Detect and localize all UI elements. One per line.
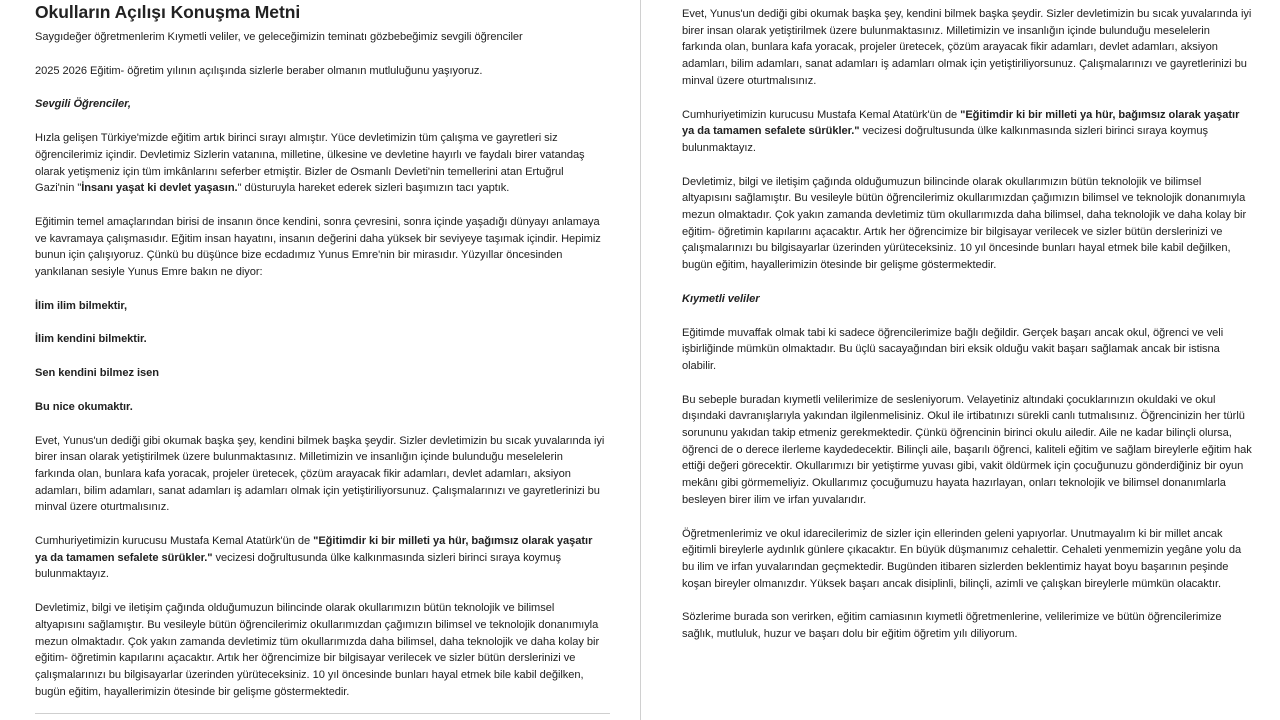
education-paragraph <box>35 130 605 197</box>
technology-paragraph-repeat: Devletimiz, bilgi ve iletişim çağında olduğumuzun bilincinde olarak okullarımızın bütün teknolojik ve bilimsel altyapısını sağlamıştır. Bu vesileyle bütün öğrencilerimiz okullarımızdan çağımızın bilimsel ve teknolojik donanımıyla mezun olmaktadır. Çok yakın zamanda devletimiz tüm okullarımızda daha bilimsel, daha teknolojik ve daha kolay bir eğitim- öğretimin kapılarını açacaktır. Artık her öğrencimize bir bilgisayar verilecek ve sizler bütün derslerinizi ve çalışmalarınızı bu bilgisayarlar üzerinden yürüteceksiniz. 10 yıl öncesinde bunları hayal etmek bile kabil değilken, bugün eğitim, hayallerimizin ötesinde bir gelişme göstermektedir. <box>682 175 1247 272</box>
ataturk-text: Cumhuriyetimizin kurucusu Mustafa Kemal Atatürk'ün de <box>35 535 314 548</box>
parents-paragraph-1: Eğitimde muvaffak olmak tabi ki sadece öğrencilerimize bağlı değildir. Gerçek başarı ancak okul, öğrenci ve veli işbirliğinde mümkün olmaktadır. Bu üçlü sacayağından biri eksik olduğu vakit başarı sağlamak ancak bir istisna olabilir. <box>682 326 1224 372</box>
ataturk-text-end: vecizesi doğrultusunda ülke kalkınmasında sizleri birinci sıraya koymuş bulunmaktayız. <box>35 551 561 581</box>
education-text: Hızla gelişen Türkiye'mizde eğitim artık birinci sırayı almıştır. Yüce devletimizin tüm çalışma ve gayretleri siz öğrencilerimiz içindir. Devletimiz Sizlerin vatanına, milletine, ülkesine ve devletine hayırlı ve faydalı birer vatandaş olarak yetişmeniz için tüm imkânlarını seferber etmiştir. Bizler de Osmanlı Devleti'nin temellerini atan Ertuğrul Gazi'nin " <box>35 132 585 195</box>
ataturk-paragraph <box>35 533 605 583</box>
parents-heading: Kıymetli veliler <box>682 292 760 305</box>
verse-line-4: Bu nice okumaktır. <box>35 400 133 413</box>
page-divider <box>35 713 610 714</box>
verse-line-2: İlim kendini bilmektir. <box>35 333 147 346</box>
ataturk-text-end: vecizesi doğrultusunda ülke kalkınmasında sizleri birinci sıraya koymuş bulunmaktayız. <box>682 125 1208 154</box>
greeting-paragraph: Saygıdeğer öğretmenlerim Kıymetli veliler, ve geleceğimizin teminatı gözbebeğimiz sevgili öğrenciler <box>35 31 523 43</box>
parents-paragraph-2: Bu sebeple buradan kıymetli velilerimize de sesleniyorum. Velayetiniz altındaki çocuklarınızın okuldaki ve okul dışındaki davranışlarıyla yakından ilgilenmelisiniz. Okul ile irtibatınızı sürekli canlı tutmalısınız. Öğrencinizin her türlü sorununu yakıdan takip etmeniz gerekmektedir. Çünkü öğrencinin birinci okulu ailedir. Aile ne kadar bilinçli olursa, öğrenci de o derece ilerleme kaydedecektir. Bilinçli aile, başarılı öğrenci, kaliteli eğitim ve sağlam bireylerle eğitim hak ettiği değeri görecektir. Okullarımızı bir yetiştirme yuvası gibi, vakit öldürmek için çocuğunuzu gönderdiğiniz bir oyun mekânı gibi görmemeliyiz. Okullarımız çocuğumuzu hayata hazırlayan, onları teknolojik ve bilimsel donanımlarla besleyen birer ilim ve irfan yuvalarıdır. <box>682 393 1252 506</box>
verse-line-3: Sen kendini bilmez isen <box>35 367 159 380</box>
ataturk-text: Cumhuriyetimizin kurucusu Mustafa Kemal Atatürk'ün de <box>682 108 961 121</box>
education-goal-paragraph: Eğitimin temel amaçlarından birisi de insanın önce kendini, sonra çevresini, sonra içinde yaşadığı dünyayı anlamaya ve kavramaya çalışmasıdır. Eğitim insan hayatını, insanın değerini daha yüksek bir seviyeye taşımak içindir. Hepimiz bunun için çalışıyoruz. Çünkü bu düşünce bize ecdadımız Yunus Emre'nin bir mirasıdır. Yüzyıllar öncesinden yankılanan sesiyle Yunus Emre bakın ne diyor: <box>35 215 601 279</box>
document-page-right[interactable] <box>640 0 1280 720</box>
document-text-column <box>35 0 605 717</box>
closing-paragraph: Sözlerime burada son verirken, eğitim camiasının kıymetli öğretmenlerine, velilerimize ve bütün öğrencilerimize sağlık, mutluluk, huzur ve başarı dolu bir eğitim öğretim yılı diliyorum. <box>682 611 1222 641</box>
ataturk-quote: "Eğitimdir ki bir milleti ya hür, bağımsız olarak yaşatır ya da tamamen sefalete sürükler." <box>35 535 593 564</box>
students-heading: Sevgili Öğrenciler, <box>35 98 131 111</box>
teachers-paragraph: Öğretmenlerimiz ve okul idarecilerimiz de sizler için ellerinden geleni yapıyorlar. Unutmayalım ki bir millet ancak eğitimli bireylerle aydınlık günlere çıkacaktır. En büyük düşmanımız cehalettir. Cehaleti yenmemizin yegâne yolu da bu ilim ve irfan yuvalarından geçmektedir. Bugünden itibaren sizlerden beklentimiz hayat boyu başarının peşinde koşan bireyler olmanızdır. Yüksek başarı ancak disiplinli, bilinçli, azimli ve çalışkan bireylerle mümkün olacaktır. <box>682 527 1242 590</box>
technology-paragraph: Devletimiz, bilgi ve iletişim çağında olduğumuzun bilincinde olarak okullarımızın bütün teknolojik ve bilimsel altyapısını sağlamıştır. Bu vesileyle bütün öğrencilerimiz okullarımızdan çağımızın bilimsel ve teknolojik donanımıyla mezun olmaktadır. Çok yakın zamanda devletimiz tüm okullarımızda daha bilimsel, daha teknolojik ve daha kolay bir eğitim- öğretimin kapılarını açacaktır. Artık her öğrencimize bir bilgisayar verilecek ve sizler bütün derslerinizi ve çalışmalarınızı bu bilgisayarlar üzerinden yürüteceksiniz. 10 yıl öncesinde bunları hayal etmek bile kabil değilken, bugün eğitim, hayallerimizin ötesinde bir gelişme göstermektedir. <box>35 602 600 698</box>
intro-paragraph: 2025 2026 Eğitim- öğretim yılının açılışında sizlerle beraber olmanın mutluluğunu yaşıyoruz. <box>35 64 483 77</box>
yunus-paragraph-repeat: Evet, Yunus'un dediği gibi okumak başka şey, kendini bilmek başka şeydir. Sizler devletimizin bu sıcak yuvalarında iyi birer insan olarak yetiştirilmek üzere bulunmaktasınız. Milletimizin ve insanlığın içinde bulunduğu meselelerin farkında olan, bunlara kafa yoracak, projeler üretecek, çözüm arayacak fikir adamları, devlet adamları, aksiyon adamları, bilim adamları, sanat adamları iş adamları olmak için yetiştiriliyorsunuz. Çalışmalarınızı ve gayretlerinizi bu minval üzere oturtmalısınız. <box>682 8 1252 87</box>
education-text-end: " düsturuyla hareket ederek sizleri başımızın tacı yaptık. <box>237 182 510 195</box>
document-text-column-right <box>682 6 1252 660</box>
verse-line-1: İlim ilim bilmektir, <box>35 299 128 312</box>
ataturk-quote: "Eğitimdir ki bir milleti ya hür, bağımsız olarak yaşatır ya da tamamen sefalete sürükler." <box>682 108 1240 138</box>
ataturk-paragraph-repeat <box>682 107 1252 157</box>
document-title: Okulların Açılışı Konuşma Metni <box>35 2 301 22</box>
yunus-paragraph: Evet, Yunus'un dediği gibi okumak başka şey, kendini bilmek başka şeydir. Sizler devletimizin bu sıcak yuvalarında iyi birer insan olarak yetiştirilmek üzere bulunmaktasınız. Milletimizin ve insanlığın içinde bulunduğu meselelerin farkında olan, bunlara kafa yoracak, projeler üretecek, çözüm arayacak fikir adamları, devlet adamları, aksiyon adamları, bilim adamları, sanat adamları iş adamları olmak için yetiştiriliyorsunuz. Çalışmalarınızı ve gayretlerinizi bu minval üzere oturtmalısınız. <box>35 434 605 514</box>
ertugrul-quote: İnsanı yaşat ki devlet yaşasın. <box>81 182 238 195</box>
